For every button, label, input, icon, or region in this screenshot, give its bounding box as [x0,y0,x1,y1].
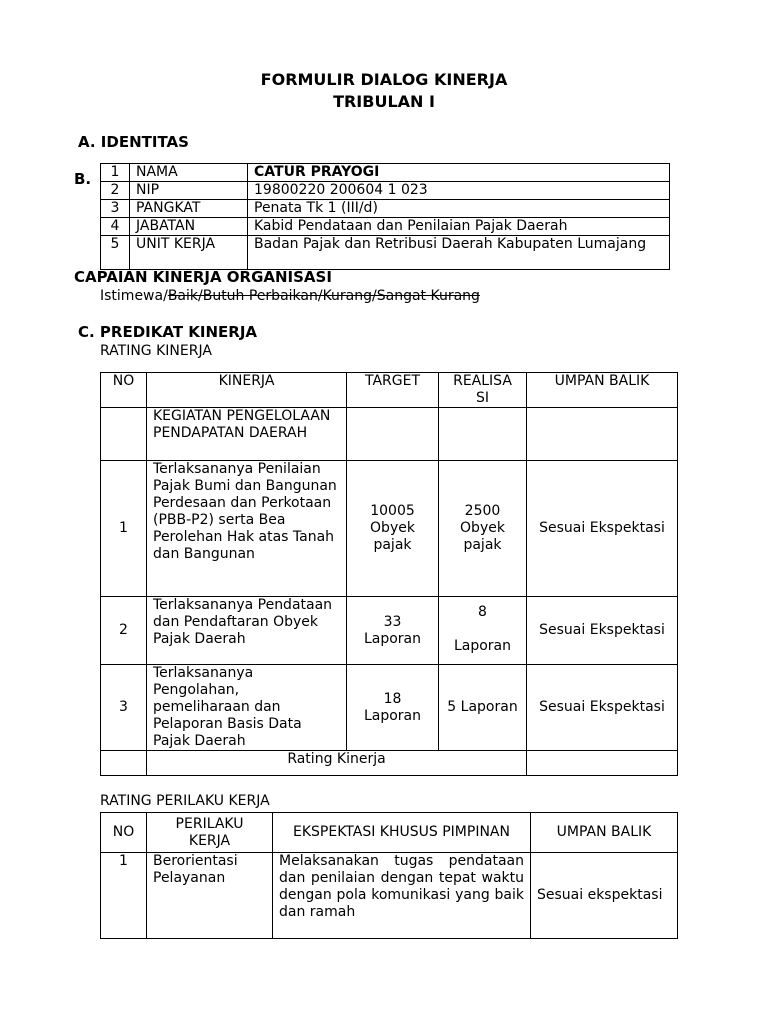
identity-row [101,236,670,270]
perilaku-row-perilaku: Berorientasi Pelayanan [147,853,273,939]
identity-value: Penata Tk 1 (III/d) [248,200,670,218]
capaian-selected: Istimewa/ [100,288,168,304]
rating-kinerja-header-row [101,373,678,408]
section-c-heading: C. PREDIKAT KINERJA [78,323,258,341]
rating-kinerja-table [100,372,678,776]
identity-no: 3 [101,200,130,218]
identity-row [101,164,670,182]
row-kinerja: Terlaksananya Penilaian Pajak Bumi dan Bangunan Perdesaan dan Perkotaan (PBB-P2) serta Bea Perolehan Hak atas Tanah dan Bangunan [147,461,347,597]
row-realisasi: 5 Laporan [439,665,527,751]
row-realisasi-number: 8 [478,604,487,620]
identity-value: Kabid Pendataan dan Penilaian Pajak Daerah [248,218,670,236]
group-no-cell [101,408,147,461]
identity-no: 4 [101,218,130,236]
group-row [101,408,678,461]
identity-label: PANGKAT [130,200,248,218]
form-title [0,69,768,113]
table-row [101,597,678,665]
row-realisasi [439,597,527,665]
row-realisasi-unit: Laporan [453,638,512,654]
rating-kinerja-footer-value [527,751,678,776]
identity-value: 19800220 200604 1 023 [248,182,670,200]
identity-table [100,163,670,270]
row-target: 10005 Obyek pajak [347,461,439,597]
row-target: 33 Laporan [347,597,439,665]
identity-row [101,218,670,236]
rating-footer-row [101,751,678,776]
group-label: KEGIATAN PENGELOLAAN PENDAPATAN DAERAH [147,408,347,461]
table-row [101,665,678,751]
identity-label: UNIT KERJA [130,236,248,270]
identity-row [101,200,670,218]
identity-value: Badan Pajak dan Retribusi Daerah Kabupaten Lumajang [248,236,670,270]
row-realisasi: 2500 Obyek pajak [439,461,527,597]
row-umpan-balik: Sesuai Ekspektasi [527,665,678,751]
capaian-options [100,288,480,305]
identity-no: 5 [101,236,130,270]
row-no: 2 [101,597,147,665]
row-kinerja: Terlaksananya Pengolahan, pemeliharaan dan Pelaporan Basis Data Pajak Daerah [147,665,347,751]
row-umpan-balik: Sesuai Ekspektasi [527,461,678,597]
row-kinerja: Terlaksananya Pendataan dan Pendaftaran Obyek Pajak Daerah [147,597,347,665]
section-b-marker: B. [74,170,92,188]
form-title-line1: FORMULIR DIALOG KINERJA [260,70,508,89]
rating-kinerja-footer-label: Rating Kinerja [147,751,527,776]
group-umpan-cell [527,408,678,461]
rating-perilaku-table [100,812,678,939]
rating-kinerja-subheading: RATING KINERJA [100,343,212,359]
header-umpan-balik: UMPAN BALIK [527,373,678,408]
perilaku-header-ekspektasi: EKSPEKTASI KHUSUS PIMPINAN [273,813,531,853]
header-realisasi: REALISA SI [439,373,527,408]
header-no: NO [101,373,147,408]
capaian-struck: Baik/Butuh Perbaikan/Kurang/Sangat Kurang [167,288,480,304]
group-realisasi-cell [439,408,527,461]
perilaku-header-umpan-balik: UMPAN BALIK [531,813,678,853]
group-target-cell [347,408,439,461]
identity-label: NIP [130,182,248,200]
perilaku-header-perilaku: PERILAKU KERJA [147,813,273,853]
perilaku-header-row [101,813,678,853]
header-target: TARGET [347,373,439,408]
perilaku-header-no: NO [101,813,147,853]
form-title-line2: TRIBULAN I [333,92,435,111]
row-no: 1 [101,461,147,597]
perilaku-row-no: 1 [101,853,147,939]
capaian-heading: CAPAIAN KINERJA ORGANISASI [74,268,332,286]
row-no: 3 [101,665,147,751]
rating-perilaku-subheading: RATING PERILAKU KERJA [100,793,270,809]
identity-no: 1 [101,164,130,182]
table-row [101,853,678,939]
identity-row [101,182,670,200]
identity-value: CATUR PRAYOGI [248,164,670,182]
identity-label: JABATAN [130,218,248,236]
footer-no-cell [101,751,147,776]
header-kinerja: KINERJA [147,373,347,408]
row-umpan-balik: Sesuai Ekspektasi [527,597,678,665]
identity-no: 2 [101,182,130,200]
perilaku-row-umpan-balik: Sesuai ekspektasi [531,853,678,939]
perilaku-row-ekspektasi: Melaksanakan tugas pendataan dan penilaian dengan tepat waktu dengan pola komunikasi yang baik dan ramah [273,853,531,939]
identity-label: NAMA [130,164,248,182]
section-a-heading: A. IDENTITAS [78,133,189,151]
row-target: 18 Laporan [347,665,439,751]
table-row [101,461,678,597]
